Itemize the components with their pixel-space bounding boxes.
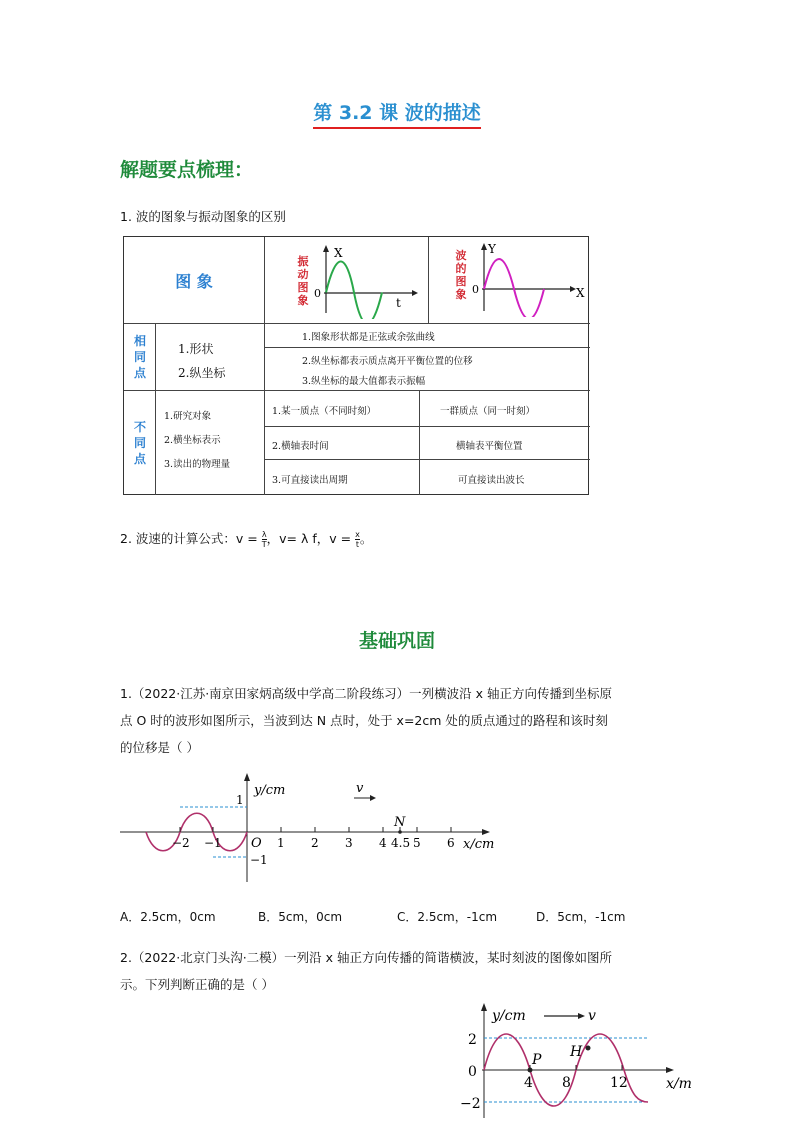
svg-text:y/cm: y/cm [492,1008,526,1024]
svg-text:O: O [251,836,262,851]
section-heading-key-points: 解题要点梳理： [120,159,254,181]
different-points-label: 不 同 点 [133,420,146,466]
svg-text:2: 2 [468,1032,477,1048]
question-2-text: 2.（2022·北京门头沟·二模）一列沿 x 轴正方向传播的简谐横波，某时刻波的图像如图所 示。下列判断正确的是（ ） [120,950,613,992]
svg-text:x/m: x/m [666,1076,692,1092]
diff-vibration-2: 2.横轴表时间 [272,441,329,452]
svg-text:0: 0 [468,1064,477,1080]
q1-option-d[interactable]: D．5cm，-1cm [536,910,626,924]
svg-text:12: 12 [610,1075,628,1091]
wave-graph-label: 波 的 图 象 [455,249,467,301]
same-points-label: 相 同 点 [133,334,146,380]
svg-text:x/cm: x/cm [463,837,495,852]
svg-text:1: 1 [236,793,244,807]
same-row-3: 3.纵坐标的最大值都表示振幅 [302,376,426,387]
page-title: 第 3.2 课 波的描述 [0,98,794,125]
svg-text:1: 1 [277,836,285,850]
svg-text:v: v [588,1008,596,1024]
q1-option-b[interactable]: B．5cm，0cm [258,910,343,924]
svg-text:−2: −2 [460,1096,481,1112]
same-row-2: 2.纵坐标都表示质点离开平衡位置的位移 [302,356,473,367]
svg-text:N: N [394,815,406,830]
point-2-formula: 2. 波速的计算公式：v = $\frac{\lambda}{T}$ ，v= λ f，v = $\frac{x}{t}$ 。 [120,530,373,549]
svg-text:X: X [576,286,585,300]
question-1-text: 1.（2022·江苏·南京田家炳高级中学高二阶段练习）一列横波沿 x 轴正方向传播到坐标原 点 O 时的波形如图所示，当波到达 N 点时，处于 x=2cm 处的质点通过的路程和该时刻 的位移是（ ） [120,686,613,755]
svg-text:y/cm: y/cm [254,783,286,798]
svg-text:P: P [532,1052,542,1068]
svg-text:4: 4 [379,836,387,850]
svg-text:v: v [356,781,364,796]
same-points-items: 1.形状 2.纵坐标 [178,342,226,380]
vibration-graph-diagram [308,243,418,319]
question-2-wave-graph [452,1002,697,1120]
comparison-table [123,236,589,495]
svg-text:4.5: 4.5 [391,836,411,850]
svg-text:6: 6 [447,836,455,850]
fraction-lambda-over-T: $\frac{\lambda}{T}$ [261,530,267,549]
different-points-items: 1.研究对象 2.横坐标表示 3.读出的物理量 [164,411,231,470]
svg-text:Y: Y [488,242,496,256]
vibration-graph-label: 振 动 图 象 [297,255,309,307]
table-header-label: 图 象 [175,271,213,291]
q1-option-c[interactable]: C．2.5cm，-1cm [397,910,498,924]
svg-text:t: t [396,296,401,310]
svg-text:0: 0 [472,283,479,296]
svg-text:−1: −1 [204,836,222,850]
question-1-wave-graph [118,772,503,884]
svg-text:0: 0 [314,287,321,300]
diff-vibration-3: 3.可直接读出周期 [272,475,348,486]
svg-text:8: 8 [562,1075,571,1091]
fraction-x-over-t: $\frac{x}{t}$ [355,530,360,549]
same-row-1: 1.图象形状都是正弦或余弦曲线 [302,332,435,343]
point-1: 1. 波的图象与振动图象的区别 [120,209,286,224]
svg-text:3: 3 [345,836,353,850]
section-heading-basics: 基础巩固 [358,630,435,652]
svg-text:X: X [334,246,343,260]
diff-wave-2: 横轴表平衡位置 [456,441,523,452]
svg-text:H: H [570,1044,583,1060]
svg-text:4: 4 [524,1075,533,1091]
q1-option-a[interactable]: A．2.5cm，0cm [120,910,216,924]
wave-graph-diagram [470,241,588,317]
svg-text:5: 5 [413,836,421,850]
svg-text:−1: −1 [250,853,268,867]
diff-wave-1: 一群质点（同一时刻） [440,406,536,417]
svg-text:2: 2 [311,836,319,850]
svg-text:−2: −2 [172,836,190,850]
diff-wave-3: 可直接读出波长 [458,475,525,486]
diff-vibration-1: 1.某一质点（不同时刻） [272,406,377,417]
